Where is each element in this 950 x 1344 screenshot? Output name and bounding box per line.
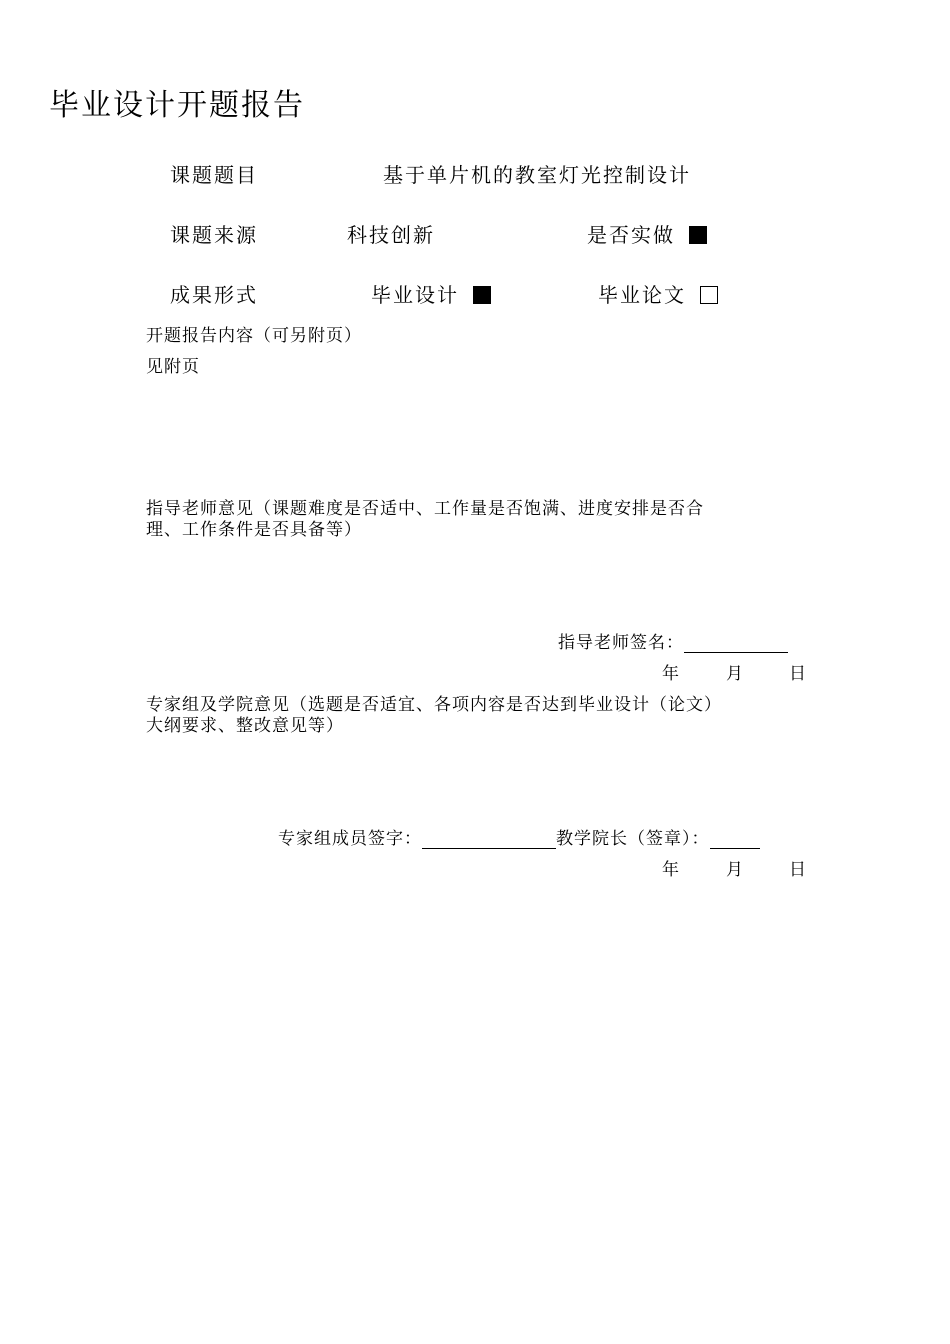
option1-checkbox[interactable]: [473, 286, 491, 304]
advisor-date-day: 日: [789, 664, 806, 684]
advisor-date-month: 月: [726, 664, 743, 684]
topic-label: 课题题目: [170, 163, 258, 187]
committee-date-year: 年: [662, 860, 679, 880]
committee-date-day: 日: [789, 860, 806, 880]
topic-value: 基于单片机的教室灯光控制设计: [383, 163, 691, 187]
option1-label: 毕业设计: [371, 283, 459, 307]
advisor-signature: [558, 628, 788, 653]
committee-signatures: [278, 824, 760, 849]
page-title: 毕业设计开题报告: [49, 88, 305, 123]
practice-label: 是否实做: [587, 223, 675, 247]
report-content-body: 见附页: [146, 357, 200, 377]
option-thesis-design: [371, 279, 491, 308]
output-form-label: 成果形式: [170, 283, 258, 307]
member-sign-line[interactable]: [422, 830, 556, 849]
committee-heading-line2: 大纲要求、整改意见等）: [146, 716, 344, 736]
option-thesis-paper: [598, 279, 718, 308]
option2-checkbox[interactable]: [700, 286, 718, 304]
source-label: 课题来源: [170, 223, 258, 247]
report-content-heading: 开题报告内容（可另附页）: [146, 326, 362, 346]
advisor-heading-line2: 理、工作条件是否具备等）: [146, 520, 362, 540]
dean-sign-label: 教学院长（签章）：: [556, 829, 710, 849]
option2-label: 毕业论文: [598, 283, 686, 307]
advisor-signature-line[interactable]: [684, 634, 788, 653]
member-sign-label: 专家组成员签字：: [278, 829, 422, 849]
practice-field: [587, 219, 707, 248]
committee-date-month: 月: [726, 860, 743, 880]
dean-sign-line[interactable]: [710, 830, 760, 849]
practice-checkbox[interactable]: [689, 226, 707, 244]
source-value: 科技创新: [347, 223, 435, 247]
committee-heading-line1: 专家组及学院意见（选题是否适宜、各项内容是否达到毕业设计（论文）: [146, 695, 722, 715]
advisor-heading-line1: 指导老师意见（课题难度是否适中、工作量是否饱满、进度安排是否合: [146, 499, 704, 519]
advisor-date-year: 年: [662, 664, 679, 684]
advisor-signature-label: 指导老师签名：: [558, 633, 684, 653]
